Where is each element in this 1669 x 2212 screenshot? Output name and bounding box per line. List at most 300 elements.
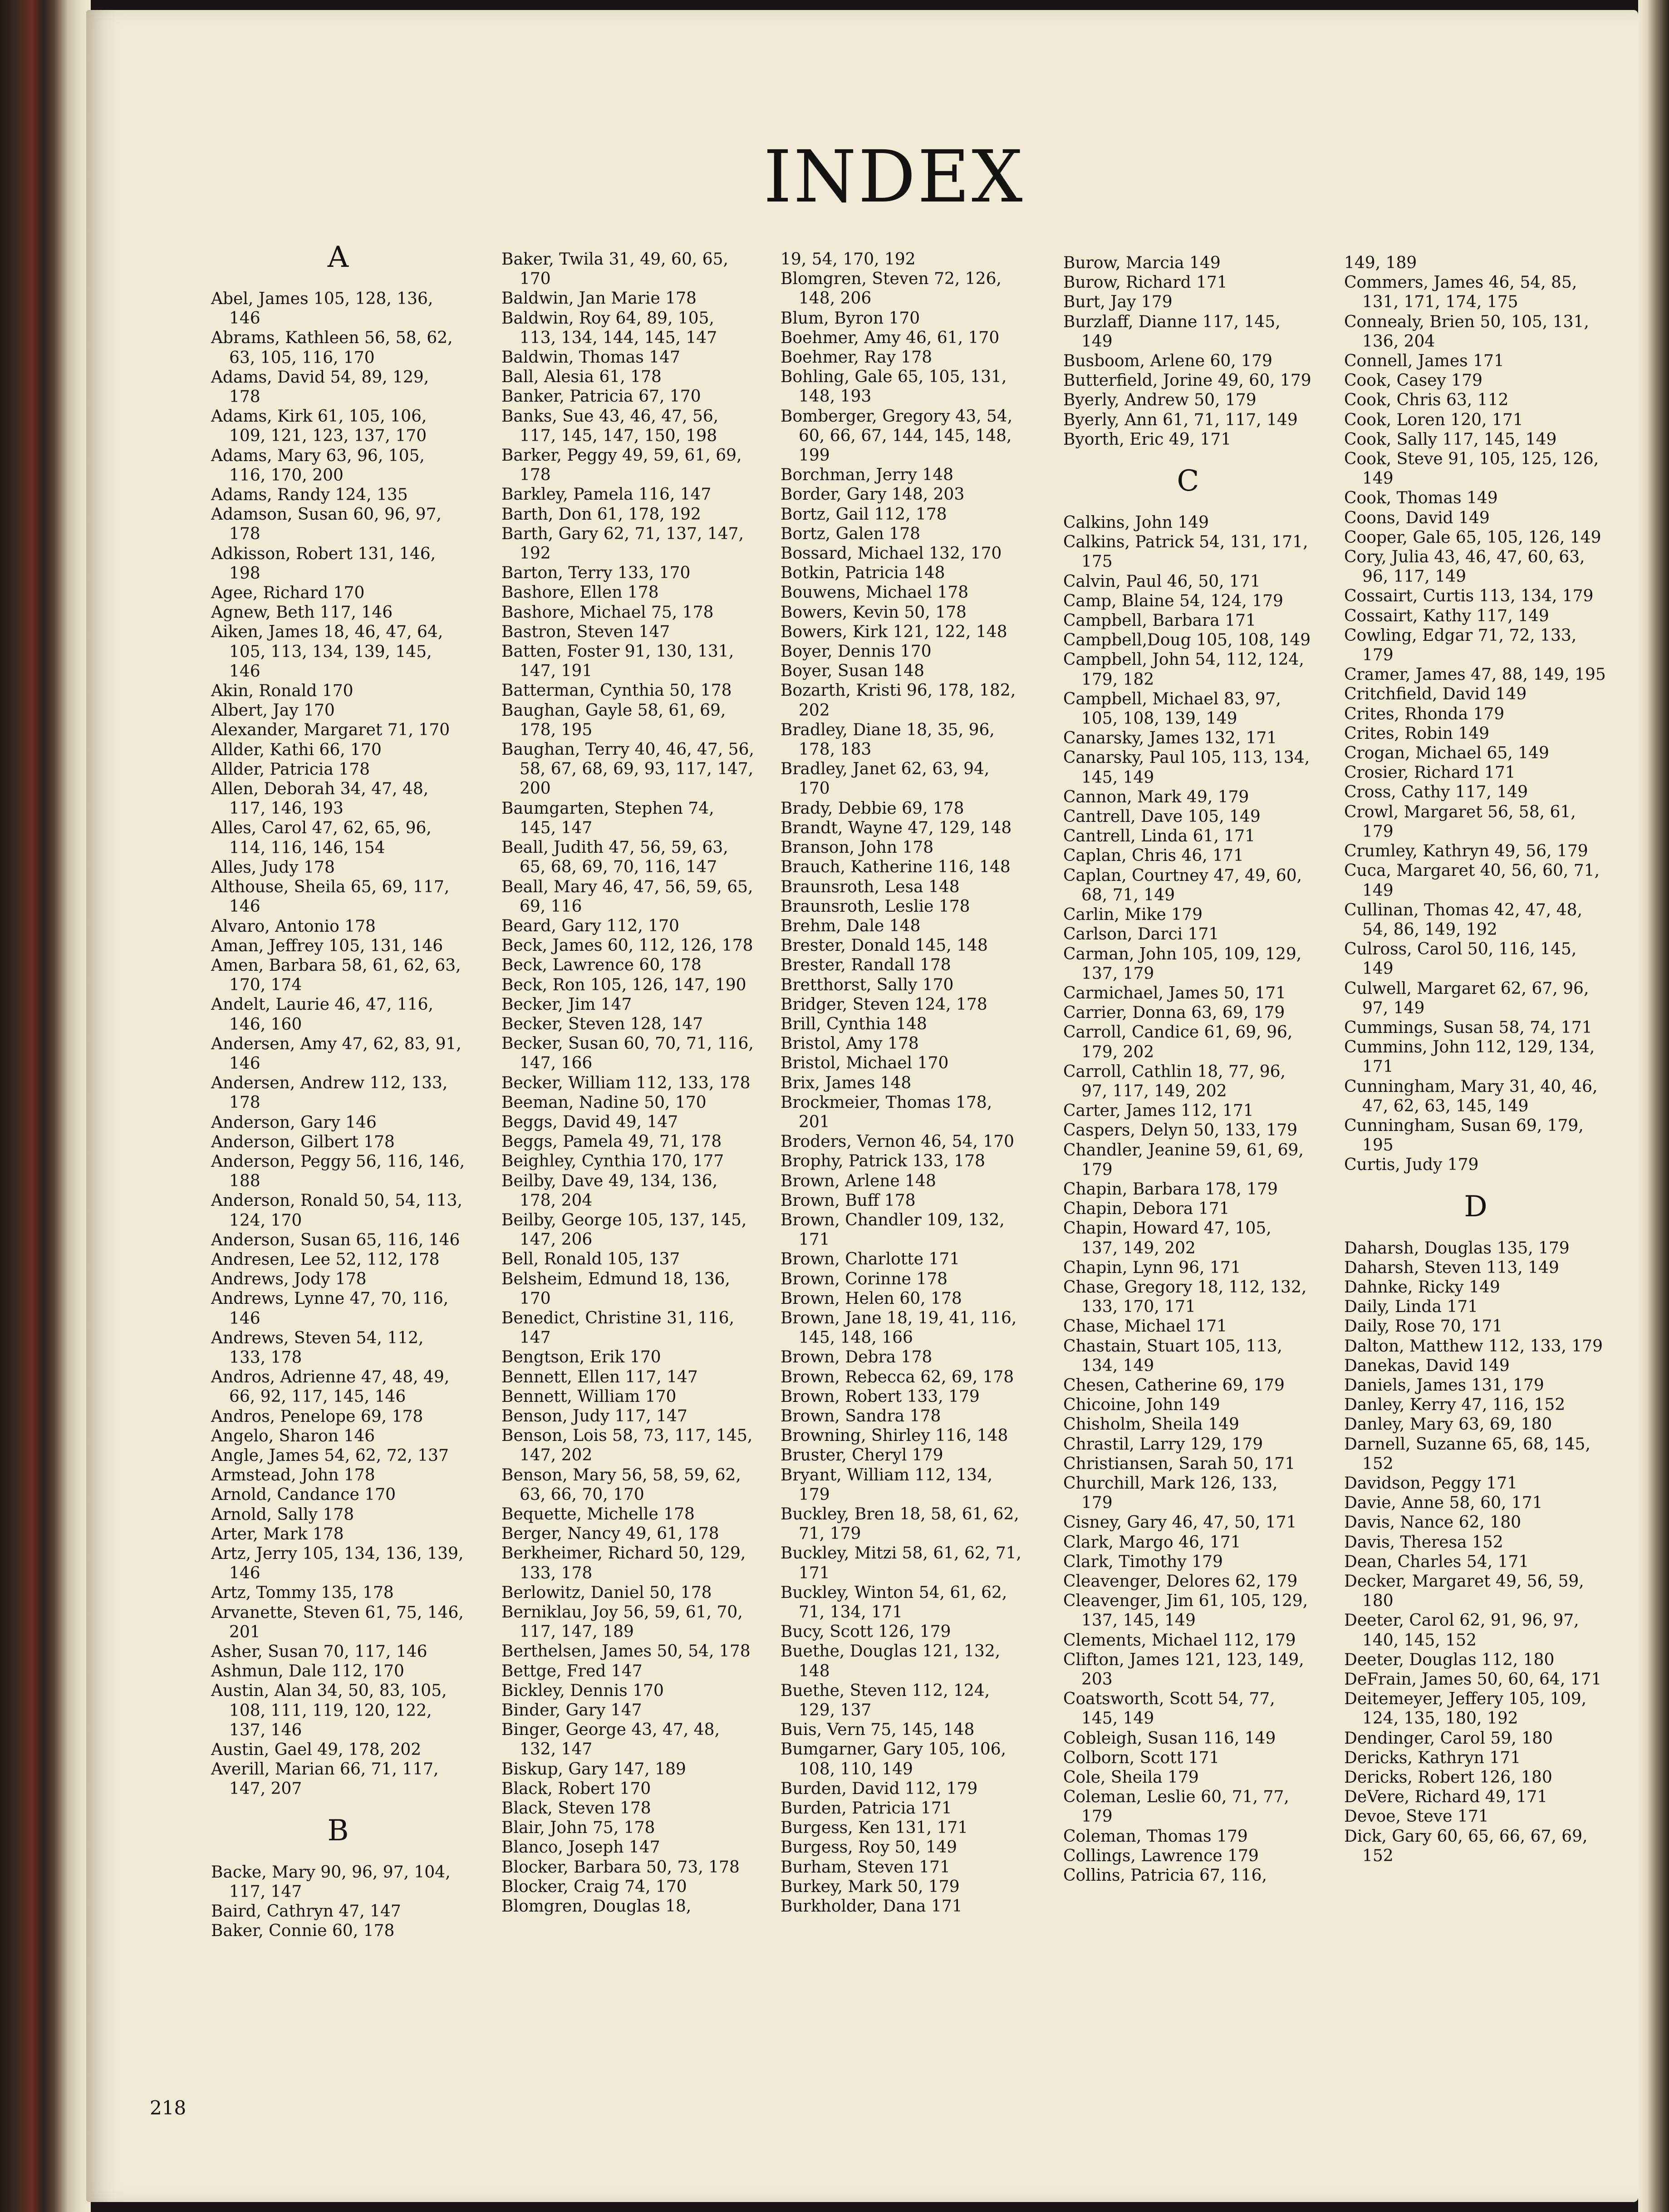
index-entry: Baughan, Gayle 58, 61, 69, 178, 195 (501, 701, 726, 739)
index-entry: Border, Gary 148, 203 (781, 485, 965, 504)
index-entry: Andrews, Steven 54, 112, 133, 178 (211, 1328, 424, 1367)
index-entry: Becker, Susan 60, 70, 71, 116, 147, 166 (501, 1034, 754, 1073)
index-entry: Baker, Twila 31, 49, 60, 65, 170 (501, 250, 728, 289)
index-entry: Bashore, Ellen 178 (501, 583, 659, 602)
index-entry: Collins, Patricia 67, 116, (1063, 1866, 1267, 1885)
index-entry: Bastron, Steven 147 (501, 622, 670, 641)
index-entry: Cleavenger, Jim 61, 105, 129, 137, 145, 149 (1063, 1592, 1308, 1630)
index-entry: Blomgren, Steven 72, 126, 148, 206 (781, 270, 1001, 308)
index-entry: Beall, Mary 46, 47, 56, 59, 65, 69, 116 (501, 877, 753, 916)
index-entry: Cleavenger, Delores 62, 179 (1063, 1572, 1298, 1591)
index-entry: Chrastil, Larry 129, 179 (1063, 1435, 1263, 1454)
index-entry: Campbell, Michael 83, 97, 105, 108, 139, 149 (1063, 689, 1281, 728)
index-entry: Barkley, Pamela 116, 147 (501, 485, 712, 504)
index-entry: Beard, Gary 112, 170 (501, 916, 679, 935)
book-binding (0, 0, 91, 2212)
index-entry: Berlowitz, Daniel 50, 178 (501, 1583, 712, 1602)
index-entry: Benedict, Christine 31, 116, 147 (501, 1308, 735, 1347)
index-entry: Cunningham, Susan 69, 179, 195 (1344, 1116, 1584, 1155)
page-title: INDEX (763, 135, 1025, 219)
index-entry: Bashore, Michael 75, 178 (501, 603, 714, 622)
index-entry: Adams, Mary 63, 96, 105, 116, 170, 200 (211, 446, 425, 485)
index-entry: Crogan, Michael 65, 149 (1344, 744, 1549, 763)
index-entry: Arvanette, Steven 61, 75, 146, 201 (211, 1603, 464, 1642)
index-entry: Davis, Theresa 152 (1344, 1533, 1503, 1552)
index-entry: Culwell, Margaret 62, 67, 96, 97, 149 (1344, 979, 1589, 1018)
section-letter: B (327, 1814, 349, 1848)
index-entry: Buckley, Mitzi 58, 61, 62, 71, 171 (781, 1544, 1021, 1583)
index-entry: Caspers, Delyn 50, 133, 179 (1063, 1121, 1298, 1140)
index-entry: Beggs, Pamela 49, 71, 178 (501, 1132, 722, 1151)
index-column-2 (501, 250, 756, 1916)
index-entry: Bettge, Fred 147 (501, 1661, 643, 1681)
index-entry: 19, 54, 170, 192 (781, 250, 916, 269)
index-entry: Borchman, Jerry 148 (781, 466, 954, 485)
index-entry: Devoe, Steve 171 (1344, 1807, 1489, 1826)
index-column-5 (1344, 253, 1607, 1866)
index-entry: Bossard, Michael 132, 170 (781, 544, 1002, 563)
index-entry: Carmichael, James 50, 171 (1063, 983, 1286, 1003)
index-entry: Cook, Casey 179 (1344, 371, 1482, 390)
index-entry: DeVere, Richard 49, 171 (1344, 1788, 1548, 1807)
index-entry: Commers, James 46, 54, 85, 131, 171, 174, 175 (1344, 273, 1577, 312)
index-entry: Campbell, John 54, 112, 124, 179, 182 (1063, 650, 1304, 689)
index-entry: Cunningham, Mary 31, 40, 46, 47, 62, 63, 145, 149 (1344, 1077, 1598, 1116)
index-entry: Danley, Mary 63, 69, 180 (1344, 1415, 1552, 1434)
index-entry: Cook, Sally 117, 145, 149 (1344, 430, 1557, 449)
index-entry: Deeter, Carol 62, 91, 96, 97, 140, 145, 152 (1344, 1611, 1579, 1650)
index-entry: Deeter, Douglas 112, 180 (1344, 1650, 1555, 1669)
index-entry: Benson, Lois 58, 73, 117, 145, 147, 202 (501, 1426, 753, 1465)
index-entry: Davie, Anne 58, 60, 171 (1344, 1494, 1543, 1513)
index-column-1 (211, 238, 465, 1941)
index-entry: Baird, Cathryn 47, 147 (211, 1902, 401, 1921)
index-entry: Brady, Debbie 69, 178 (781, 799, 964, 818)
index-entry: Chandler, Jeanine 59, 61, 69, 179 (1063, 1140, 1304, 1179)
index-entry: Blocker, Craig 74, 170 (501, 1877, 687, 1896)
index-entry: Buethe, Steven 112, 124, 129, 137 (781, 1681, 990, 1720)
index-entry: Beilby, Dave 49, 134, 136, 178, 204 (501, 1171, 718, 1210)
index-entry: Anderson, Peggy 56, 116, 146, 188 (211, 1152, 465, 1191)
index-entry: Crosier, Richard 171 (1344, 763, 1516, 782)
index-entry: Byerly, Ann 61, 71, 117, 149 (1063, 410, 1298, 429)
index-entry: Boehmer, Amy 46, 61, 170 (781, 328, 1000, 347)
index-entry: Dahnke, Ricky 149 (1344, 1278, 1500, 1297)
index-entry: Chicoine, John 149 (1063, 1396, 1220, 1415)
index-entry: Cobleigh, Susan 116, 149 (1063, 1729, 1276, 1748)
index-entry: Brown, Arlene 148 (781, 1171, 936, 1190)
index-entry: Bruster, Cheryl 179 (781, 1446, 943, 1465)
index-entry: Deitemeyer, Jeffery 105, 109, 124, 135, 180, 192 (1344, 1690, 1587, 1728)
index-entry: Anderson, Gilbert 178 (211, 1132, 395, 1151)
section-letter: C (1177, 464, 1199, 498)
index-entry: Canarsky, Paul 105, 113, 134, 145, 149 (1063, 748, 1310, 787)
index-entry: Chapin, Lynn 96, 171 (1063, 1258, 1241, 1277)
index-entry: Christiansen, Sarah 50, 171 (1063, 1454, 1296, 1473)
index-entry: Abrams, Kathleen 56, 58, 62, 63, 105, 116, 170 (211, 329, 453, 367)
index-entry: Burow, Richard 171 (1063, 273, 1227, 292)
index-entry: Clark, Margo 46, 171 (1063, 1533, 1241, 1552)
page-edge (1638, 0, 1669, 2212)
index-entry: Angelo, Sharon 146 (211, 1426, 375, 1445)
index-entry: Arnold, Candance 170 (211, 1485, 396, 1504)
index-entry: Andros, Adrienne 47, 48, 49, 66, 92, 117, 145, 146 (211, 1368, 450, 1406)
index-entry: Boyer, Dennis 170 (781, 642, 932, 661)
index-entry: Backe, Mary 90, 96, 97, 104, 117, 147 (211, 1863, 451, 1901)
index-entry: Cook, Chris 63, 112 (1344, 391, 1509, 410)
index-entry: Brown, Debra 178 (781, 1348, 933, 1367)
index-entry: Black, Robert 170 (501, 1779, 651, 1798)
index-entry: Andersen, Amy 47, 62, 83, 91, 146 (211, 1034, 461, 1073)
index-entry: Brophy, Patrick 133, 178 (781, 1152, 986, 1171)
index-entry: Crites, Rhonda 179 (1344, 704, 1505, 723)
index-entry: Bozarth, Kristi 96, 178, 182, 202 (781, 681, 1016, 720)
index-entry: Dean, Charles 54, 171 (1344, 1552, 1529, 1571)
index-entry: Cannon, Mark 49, 179 (1063, 787, 1249, 806)
index-entry: Churchill, Mark 126, 133, 179 (1063, 1474, 1278, 1513)
index-entry: Althouse, Sheila 65, 69, 117, 146 (211, 878, 450, 916)
index-entry: Brown, Corinne 178 (781, 1269, 947, 1288)
index-entry: Arnold, Sally 178 (211, 1505, 354, 1524)
index-entry: Botkin, Patricia 148 (781, 564, 945, 583)
index-entry: Brown, Chandler 109, 132, 171 (781, 1210, 1005, 1249)
index-entry: Chastain, Stuart 105, 113, 134, 149 (1063, 1337, 1282, 1375)
index-entry: Bowers, Kirk 121, 122, 148 (781, 622, 1007, 641)
index-entry: Brown, Charlotte 171 (781, 1250, 960, 1269)
index-entry: Biskup, Gary 147, 189 (501, 1760, 686, 1779)
index-entry: Adams, David 54, 89, 129, 178 (211, 368, 429, 407)
index-entry: Alexander, Margaret 71, 170 (211, 721, 450, 740)
index-entry: Carlin, Mike 179 (1063, 905, 1203, 924)
index-entry: Artz, Jerry 105, 134, 136, 139, 146 (211, 1544, 464, 1583)
index-entry: Blum, Byron 170 (781, 309, 920, 328)
index-entry: Bequette, Michelle 178 (501, 1505, 695, 1524)
index-entry: Andros, Penelope 69, 178 (211, 1407, 423, 1426)
index-entry: Connealy, Brien 50, 105, 131, 136, 204 (1344, 312, 1589, 351)
index-entry: Canarsky, James 132, 171 (1063, 729, 1277, 748)
index-entry: Dericks, Robert 126, 180 (1344, 1768, 1552, 1787)
index-entry: Burt, Jay 179 (1063, 293, 1173, 312)
index-entry: Baldwin, Jan Marie 178 (501, 289, 697, 308)
index-entry: Brown, Rebecca 62, 69, 178 (781, 1367, 1014, 1386)
index-entry: Becker, Jim 147 (501, 995, 632, 1014)
index-entry: Busboom, Arlene 60, 179 (1063, 352, 1272, 371)
index-entry: Butterfield, Jorine 49, 60, 179 (1063, 371, 1311, 390)
index-entry: Adkisson, Robert 131, 146, 198 (211, 544, 436, 583)
index-entry: Cisney, Gary 46, 47, 50, 171 (1063, 1513, 1297, 1532)
index-entry: Colborn, Scott 171 (1063, 1748, 1220, 1767)
index-entry: Decker, Margaret 49, 56, 59, 180 (1344, 1572, 1584, 1611)
index-entry: Averill, Marian 66, 71, 117, 147, 207 (211, 1760, 439, 1799)
index-entry: Burzlaff, Dianne 117, 145, 149 (1063, 312, 1281, 351)
index-entry: Cramer, James 47, 88, 149, 195 (1344, 665, 1606, 684)
index-entry: Becker, William 112, 133, 178 (501, 1073, 751, 1092)
index-entry: Bortz, Galen 178 (781, 524, 921, 543)
index-entry: Brown, Robert 133, 179 (781, 1387, 980, 1406)
index-entry: Coatsworth, Scott 54, 77, 145, 149 (1063, 1690, 1275, 1728)
index-entry: Andrews, Lynne 47, 70, 116, 146 (211, 1289, 449, 1328)
index-entry: Cowling, Edgar 71, 72, 133, 179 (1344, 626, 1577, 665)
index-entry: Banks, Sue 43, 46, 47, 56, 117, 145, 147, 150, 198 (501, 407, 719, 445)
index-entry: Campbell,Doug 105, 108, 149 (1063, 631, 1311, 650)
index-entry: Bretthorst, Sally 170 (781, 975, 954, 994)
index-entry: Beighley, Cynthia 170, 177 (501, 1152, 724, 1171)
index-entry: Calvin, Paul 46, 50, 171 (1063, 572, 1261, 591)
index-entry: Chapin, Debora 171 (1063, 1199, 1230, 1219)
index-entry: Bouwens, Michael 178 (781, 583, 969, 602)
index-entry: Adams, Kirk 61, 105, 106, 109, 121, 123, 137, 170 (211, 407, 427, 446)
index-entry: Buethe, Douglas 121, 132, 148 (781, 1642, 1001, 1681)
index-entry: Boehmer, Ray 178 (781, 348, 933, 367)
index-entry: Clifton, James 121, 123, 149, 203 (1063, 1650, 1304, 1689)
index-entry: Akin, Ronald 170 (211, 682, 353, 701)
index-entry: Cross, Cathy 117, 149 (1344, 783, 1528, 802)
index-entry: Branson, John 178 (781, 838, 934, 857)
index-entry: Binger, George 43, 47, 48, 132, 147 (501, 1720, 720, 1759)
index-entry: Baldwin, Roy 64, 89, 105, 113, 134, 144, 145, 147 (501, 309, 717, 347)
index-entry: Cooper, Gale 65, 105, 126, 149 (1344, 528, 1601, 547)
index-entry: Brockmeier, Thomas 178, 201 (781, 1093, 992, 1131)
index-entry: Bennett, Ellen 117, 147 (501, 1367, 698, 1386)
index-entry: Bryant, William 112, 134, 179 (781, 1465, 993, 1504)
index-entry: Daily, Rose 70, 171 (1344, 1317, 1503, 1336)
index-entry: 149, 189 (1344, 254, 1417, 272)
index-entry: Chisholm, Sheila 149 (1063, 1415, 1239, 1434)
index-entry: Blanco, Joseph 147 (501, 1838, 660, 1857)
index-entry: Cuca, Margaret 40, 56, 60, 71, 149 (1344, 861, 1600, 900)
index-entry: Broders, Vernon 46, 54, 170 (781, 1132, 1015, 1151)
index-entry: Banker, Patricia 67, 170 (501, 387, 701, 406)
index-entry: Dalton, Matthew 112, 133, 179 (1344, 1337, 1603, 1356)
index-entry: Barton, Terry 133, 170 (501, 564, 691, 583)
index-entry: Blomgren, Douglas 18, (501, 1897, 692, 1916)
index-entry: Andersen, Andrew 112, 133, 178 (211, 1074, 448, 1112)
index-entry: Brehm, Dale 148 (781, 916, 921, 935)
index-entry: Allder, Kathi 66, 170 (211, 740, 382, 759)
index-entry: Alles, Carol 47, 62, 65, 96, 114, 116, 146, 154 (211, 819, 432, 857)
index-entry: Bradley, Diane 18, 35, 96, 178, 183 (781, 720, 995, 759)
index-entry: Carroll, Cathlin 18, 77, 96, 97, 117, 149, 202 (1063, 1062, 1286, 1101)
index-entry: Carlson, Darci 171 (1063, 925, 1219, 944)
index-entry: Brown, Sandra 178 (781, 1406, 941, 1426)
index-column-4 (1063, 253, 1313, 1885)
section-letter: A (327, 241, 349, 274)
index-entry: Byerly, Andrew 50, 179 (1063, 391, 1257, 410)
index-entry: Anderson, Susan 65, 116, 146 (211, 1230, 460, 1249)
index-entry: Batten, Foster 91, 130, 131, 147, 191 (501, 642, 734, 681)
index-entry: Cook, Thomas 149 (1344, 489, 1498, 508)
index-column-3 (781, 250, 1026, 1916)
index-entry: Barth, Gary 62, 71, 137, 147, 192 (501, 524, 744, 563)
index-entry: Becker, Steven 128, 147 (501, 1014, 703, 1033)
index-entry: Buckley, Winton 54, 61, 62, 71, 134, 171 (781, 1583, 1007, 1622)
index-entry: Coons, David 149 (1344, 508, 1490, 527)
index-entry: Cole, Sheila 179 (1063, 1768, 1199, 1787)
index-entry: Cory, Julia 43, 46, 47, 60, 63, 96, 117, 149 (1344, 548, 1585, 586)
index-entry: Bomberger, Gregory 43, 54, 60, 66, 67, 144, 145, 148, 199 (781, 407, 1013, 465)
index-entry: Daharsh, Douglas 135, 179 (1344, 1239, 1570, 1258)
index-entry: Beck, Lawrence 60, 178 (501, 956, 702, 975)
index-entry: Boyer, Susan 148 (781, 662, 925, 681)
index-entry: Angle, James 54, 62, 72, 137 (211, 1446, 449, 1465)
index-entry: Brester, Donald 145, 148 (781, 936, 988, 955)
index-entry: Andresen, Lee 52, 112, 178 (211, 1250, 440, 1269)
index-entry: Chapin, Howard 47, 105, 137, 149, 202 (1063, 1219, 1271, 1258)
index-entry: Coleman, Leslie 60, 71, 77, 179 (1063, 1788, 1289, 1826)
index-entry: Curtis, Judy 179 (1344, 1155, 1479, 1175)
index-entry: Bradley, Janet 62, 63, 94, 170 (781, 760, 990, 798)
index-entry: Cook, Loren 120, 171 (1344, 410, 1523, 429)
index-entry: Burkey, Mark 50, 179 (781, 1877, 960, 1896)
index-entry: Critchfield, David 149 (1344, 685, 1527, 704)
index-entry: Binder, Gary 147 (501, 1701, 642, 1720)
index-entry: Brester, Randall 178 (781, 956, 951, 975)
index-entry: Austin, Alan 34, 50, 83, 105, 108, 111, 119, 120, 122, 137, 146 (211, 1681, 447, 1740)
index-entry: Baker, Connie 60, 178 (211, 1922, 395, 1941)
index-entry: Bennett, William 170 (501, 1387, 677, 1406)
index-entry: Davis, Nance 62, 180 (1344, 1513, 1522, 1532)
index-entry: Camp, Blaine 54, 124, 179 (1063, 591, 1283, 610)
section-letter: D (1464, 1190, 1487, 1224)
index-entry: Chase, Gregory 18, 112, 132, 133, 170, 171 (1063, 1278, 1307, 1317)
index-entry: Buckley, Bren 18, 58, 61, 62, 71, 179 (781, 1505, 1019, 1543)
index-entry: Benson, Judy 117, 147 (501, 1406, 687, 1426)
index-entry: Batterman, Cynthia 50, 178 (501, 681, 732, 700)
index-entry: Artz, Tommy 135, 178 (211, 1583, 394, 1602)
index-entry: Black, Steven 178 (501, 1799, 651, 1818)
index-entry: Connell, James 171 (1344, 352, 1504, 371)
index-entry: Bohling, Gale 65, 105, 131, 148, 193 (781, 368, 1007, 406)
index-entry: Beck, James 60, 112, 126, 178 (501, 936, 753, 955)
index-entry: Brill, Cynthia 148 (781, 1014, 927, 1033)
index-entry: Chapin, Barbara 178, 179 (1063, 1180, 1278, 1199)
index-entry: Bumgarner, Gary 105, 106, 108, 110, 149 (781, 1740, 1006, 1779)
index-entry: Barker, Peggy 49, 59, 61, 69, 178 (501, 446, 742, 485)
index-entry: Brown, Helen 60, 178 (781, 1289, 962, 1308)
page-number: 218 (150, 2097, 187, 2119)
index-entry: Burden, Patricia 171 (781, 1799, 952, 1818)
index-entry: Chase, Michael 171 (1063, 1317, 1227, 1336)
index-entry: Burden, David 112, 179 (781, 1779, 978, 1798)
index-entry: Ashmun, Dale 112, 170 (211, 1662, 404, 1681)
index-entry: Beall, Judith 47, 56, 59, 63, 65, 68, 69, 70, 116, 147 (501, 838, 728, 877)
index-entry: Benson, Mary 56, 58, 59, 62, 63, 66, 70, 170 (501, 1465, 741, 1504)
index-entry: Anderson, Ronald 50, 54, 113, 124, 170 (211, 1191, 462, 1230)
index-entry: Berniklau, Joy 56, 59, 61, 70, 117, 147, 189 (501, 1603, 743, 1642)
index-entry: Beeman, Nadine 50, 170 (501, 1093, 707, 1112)
index-entry: Adams, Randy 124, 135 (211, 486, 408, 505)
index-entry: Baughan, Terry 40, 46, 47, 56, 58, 67, 68, 69, 93, 117, 147, 200 (501, 740, 754, 798)
index-entry: Dericks, Kathryn 171 (1344, 1748, 1521, 1767)
index-entry: Cullinan, Thomas 42, 47, 48, 54, 86, 149, 192 (1344, 900, 1583, 939)
index-entry: Carter, James 112, 171 (1063, 1101, 1254, 1121)
index-entry: Culross, Carol 50, 116, 145, 149 (1344, 940, 1577, 978)
index-entry: Caplan, Chris 46, 171 (1063, 846, 1244, 865)
index-entry: Cantrell, Linda 61, 171 (1063, 827, 1256, 846)
index-entry: Campbell, Barbara 171 (1063, 611, 1256, 630)
index-entry: Asher, Susan 70, 117, 146 (211, 1642, 427, 1661)
index-entry: Burow, Marcia 149 (1063, 254, 1221, 272)
index-entry: Byorth, Eric 49, 171 (1063, 430, 1232, 449)
index-entry: Barth, Don 61, 178, 192 (501, 505, 701, 524)
index-entry: Crowl, Margaret 56, 58, 61, 179 (1344, 802, 1576, 841)
index-entry: Brix, James 148 (781, 1073, 912, 1092)
index-entry: DeFrain, James 50, 60, 64, 171 (1344, 1670, 1602, 1689)
index-entry: Berkheimer, Richard 50, 129, 133, 178 (501, 1544, 746, 1583)
index-entry: Dick, Gary 60, 65, 66, 67, 69, 152 (1344, 1827, 1588, 1865)
index-entry: Allen, Deborah 34, 47, 48, 117, 146, 193 (211, 780, 429, 818)
index-entry: Belsheim, Edmund 18, 136, 170 (501, 1269, 730, 1308)
index-entry: Crumley, Kathryn 49, 56, 179 (1344, 842, 1588, 861)
index-entry: Cossairt, Curtis 113, 134, 179 (1344, 587, 1594, 606)
index-entry: Bell, Ronald 105, 137 (501, 1250, 680, 1269)
index-entry: Cook, Steve 91, 105, 125, 126, 149 (1344, 450, 1599, 488)
index-entry: Buis, Vern 75, 145, 148 (781, 1720, 975, 1740)
index-entry: Adamson, Susan 60, 96, 97, 178 (211, 505, 442, 544)
index-entry: Davidson, Peggy 171 (1344, 1474, 1517, 1493)
index-entry: Blair, John 75, 178 (501, 1819, 655, 1838)
index-entry: Cantrell, Dave 105, 149 (1063, 807, 1261, 826)
index-entry: Braunsroth, Leslie 178 (781, 897, 970, 916)
index-entry: Bristol, Michael 170 (781, 1054, 949, 1073)
index-entry: Browning, Shirley 116, 148 (781, 1426, 1008, 1445)
index-entry: Carrier, Donna 63, 69, 179 (1063, 1003, 1285, 1022)
index-entry: Brauch, Katherine 116, 148 (781, 858, 1011, 877)
index-entry: Clements, Michael 112, 179 (1063, 1631, 1296, 1650)
index-entry: Arter, Mark 178 (211, 1524, 344, 1543)
index-entry: Allder, Patricia 178 (211, 760, 370, 779)
index-entry: Berthelsen, James 50, 54, 178 (501, 1642, 751, 1661)
index-entry: Carroll, Candice 61, 69, 96, 179, 202 (1063, 1023, 1293, 1062)
index-entry: Beggs, David 49, 147 (501, 1112, 678, 1131)
index-entry: Bristol, Amy 178 (781, 1034, 919, 1053)
index-entry: Agee, Richard 170 (211, 584, 365, 603)
index-entry: Dendinger, Carol 59, 180 (1344, 1729, 1553, 1748)
index-entry: Daily, Linda 171 (1344, 1298, 1478, 1317)
index-entry: Armstead, John 178 (211, 1466, 375, 1485)
index-entry: Bridger, Steven 124, 178 (781, 995, 987, 1014)
index-entry: Alvaro, Antonio 178 (211, 917, 376, 936)
index-entry: Daniels, James 131, 179 (1344, 1376, 1544, 1395)
index-entry: Burham, Steven 171 (781, 1858, 950, 1877)
index-entry: Amen, Barbara 58, 61, 62, 63, 170, 174 (211, 956, 461, 995)
index-entry: Anderson, Gary 146 (211, 1113, 377, 1132)
index-entry: Aman, Jeffrey 105, 131, 146 (211, 936, 443, 955)
index-entry: Bengtson, Erik 170 (501, 1348, 661, 1367)
index-entry: Braunsroth, Lesa 148 (781, 877, 960, 896)
index-entry: Danley, Kerry 47, 116, 152 (1344, 1396, 1566, 1415)
index-entry: Calkins, Patrick 54, 131, 171, 175 (1063, 533, 1308, 571)
index-entry: Ball, Alesia 61, 178 (501, 368, 662, 387)
index-entry: Chesen, Catherine 69, 179 (1063, 1376, 1285, 1395)
index-entry: Brandt, Wayne 47, 129, 148 (781, 818, 1012, 837)
index-entry: Carman, John 105, 109, 129, 137, 179 (1063, 944, 1302, 983)
index-entry: Bickley, Dennis 170 (501, 1681, 664, 1700)
index-entry: Bowers, Kevin 50, 178 (781, 603, 967, 622)
index-entry: Caplan, Courtney 47, 49, 60, 68, 71, 149 (1063, 866, 1302, 904)
index-entry: Darnell, Suzanne 65, 68, 145, 152 (1344, 1435, 1590, 1473)
index-entry: Aiken, James 18, 46, 47, 64, 105, 113, 134, 139, 145, 146 (211, 623, 443, 681)
index-entry: Albert, Jay 170 (211, 701, 335, 720)
index-entry: Burgess, Roy 50, 149 (781, 1838, 957, 1857)
index-entry: Burkholder, Dana 171 (781, 1897, 962, 1916)
index-entry: Collings, Lawrence 179 (1063, 1846, 1259, 1865)
index-entry: Agnew, Beth 117, 146 (211, 603, 393, 622)
index-entry: Calkins, John 149 (1063, 513, 1209, 532)
index-entry: Beilby, George 105, 137, 145, 147, 206 (501, 1210, 747, 1249)
index-entry: Daharsh, Steven 113, 149 (1344, 1258, 1559, 1277)
index-entry: Bortz, Gail 112, 178 (781, 505, 947, 524)
